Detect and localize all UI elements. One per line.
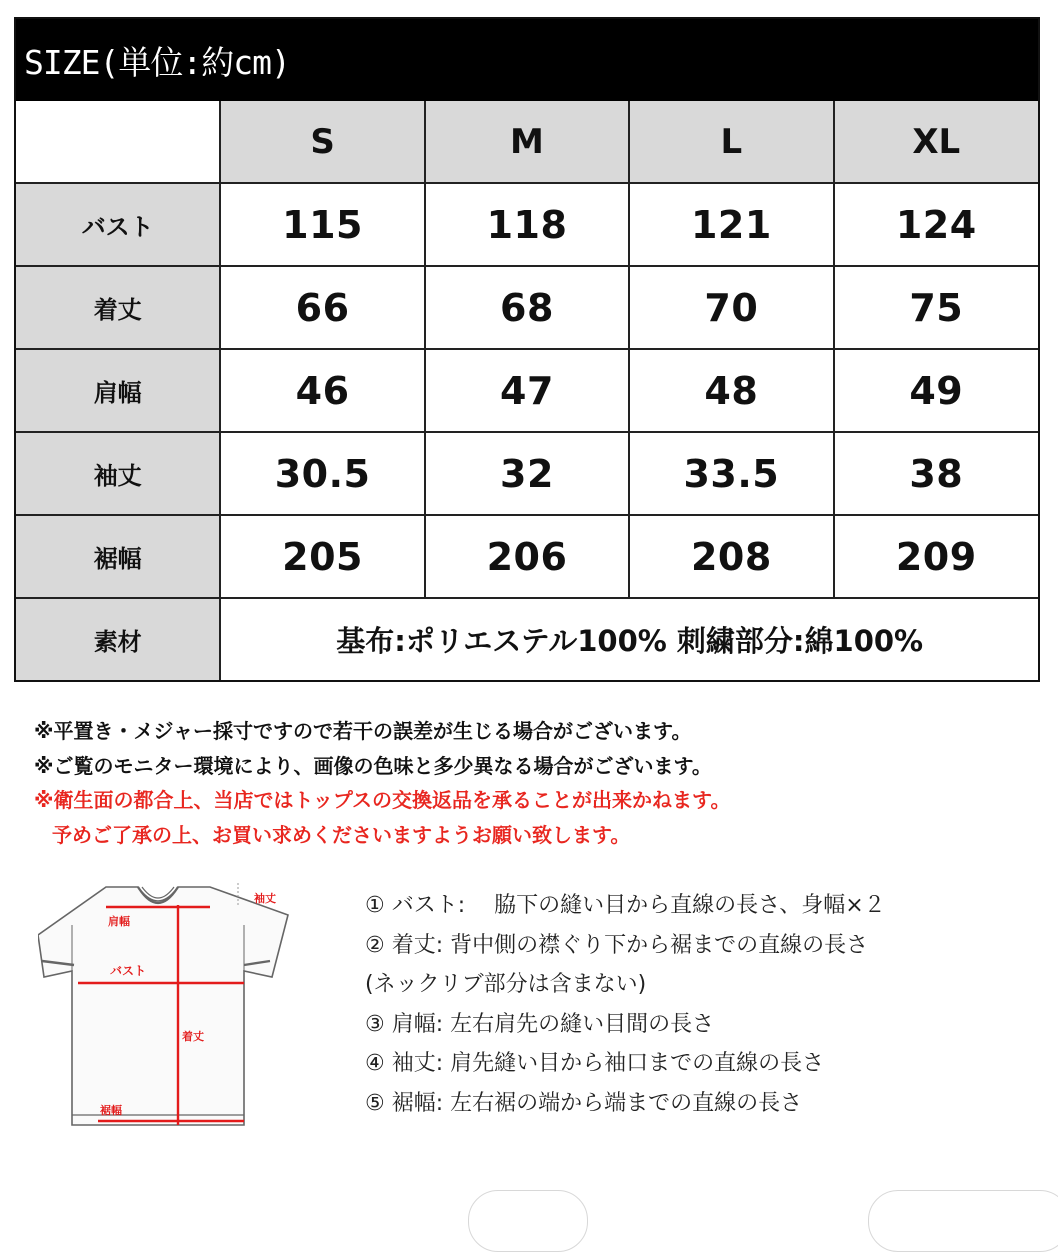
table-cell: 30.5 bbox=[220, 432, 424, 515]
size-header-row bbox=[16, 101, 1038, 183]
table-row bbox=[16, 432, 1038, 515]
legend-shoulder: ③ 肩幅: 左右肩先の縫い目間の長さ bbox=[365, 1011, 715, 1037]
table-cell: 49 bbox=[834, 349, 1038, 432]
note-measurement: ※平置き・メジャー採寸ですので若干の誤差が生じる場合がございます。 bbox=[34, 719, 692, 743]
table-cell: 208 bbox=[629, 515, 833, 598]
material-row bbox=[16, 598, 1038, 680]
bust-label: バスト bbox=[110, 964, 147, 978]
legend-length-note: (ネックリブ部分は含まない) bbox=[365, 972, 647, 997]
note-return-policy: ※衛生面の都合上、当店ではトップスの交換返品を承ることが出来かねます。 bbox=[34, 788, 731, 812]
row-label: バスト bbox=[16, 183, 220, 266]
measurement-legend bbox=[365, 886, 886, 1123]
length-label: 着丈 bbox=[182, 1030, 204, 1043]
nav-button-next[interactable] bbox=[868, 1190, 1058, 1252]
tshirt-outline-icon bbox=[38, 887, 288, 1125]
table-cell: 48 bbox=[629, 349, 833, 432]
material-label: 素材 bbox=[16, 598, 220, 680]
size-grid bbox=[16, 101, 1038, 680]
legend-hem: ⑤ 裾幅: 左右裾の端から端までの直線の長さ bbox=[365, 1090, 803, 1116]
table-cell: 75 bbox=[834, 266, 1038, 349]
corner-cell bbox=[16, 101, 220, 183]
legend-length: ② 着丈: 背中側の襟ぐり下から裾までの直線の長さ bbox=[365, 932, 869, 958]
table-cell: 33.5 bbox=[629, 432, 833, 515]
sleeve-label: 袖丈 bbox=[254, 892, 276, 905]
table-cell: 46 bbox=[220, 349, 424, 432]
table-cell: 121 bbox=[629, 183, 833, 266]
table-cell: 206 bbox=[425, 515, 629, 598]
note-acknowledge: 予めご了承の上、お買い求めくださいますようお願い致します。 bbox=[52, 822, 631, 847]
row-label: 肩幅 bbox=[16, 349, 220, 432]
table-cell: 115 bbox=[220, 183, 424, 266]
note-monitor: ※ご覧のモニター環境により、画像の色味と多少異なる場合がございます。 bbox=[34, 753, 712, 778]
size-s-header: S bbox=[220, 101, 424, 183]
nav-button-prev[interactable] bbox=[468, 1190, 588, 1252]
row-label: 裾幅 bbox=[16, 515, 220, 598]
material-value: 基布:ポリエステル100% 刺繍部分:綿100% bbox=[220, 598, 1038, 680]
legend-sleeve: ④ 袖丈: 肩先縫い目から袖口までの直線の長さ bbox=[365, 1051, 825, 1076]
table-title: SIZE(単位:約cm) bbox=[16, 19, 1038, 101]
legend-bust: ① バスト: 脇下の縫い目から直線の長さ、身幅×２ bbox=[365, 893, 886, 918]
table-row bbox=[16, 183, 1038, 266]
table-cell: 70 bbox=[629, 266, 833, 349]
table-cell: 32 bbox=[425, 432, 629, 515]
table-cell: 66 bbox=[220, 266, 424, 349]
table-cell: 118 bbox=[425, 183, 629, 266]
table-cell: 38 bbox=[834, 432, 1038, 515]
table-row bbox=[16, 515, 1038, 598]
size-l-header: L bbox=[629, 101, 833, 183]
tshirt-diagram bbox=[38, 875, 308, 1135]
table-cell: 124 bbox=[834, 183, 1038, 266]
shoulder-label: 肩幅 bbox=[108, 915, 130, 928]
size-table bbox=[14, 17, 1040, 682]
size-xl-header: XL bbox=[834, 101, 1038, 183]
table-cell: 209 bbox=[834, 515, 1038, 598]
row-label: 着丈 bbox=[16, 266, 220, 349]
table-cell: 47 bbox=[425, 349, 629, 432]
table-cell: 205 bbox=[220, 515, 424, 598]
row-label: 袖丈 bbox=[16, 432, 220, 515]
notes bbox=[34, 714, 730, 852]
size-m-header: M bbox=[425, 101, 629, 183]
hem-label: 裾幅 bbox=[100, 1104, 122, 1117]
table-row bbox=[16, 266, 1038, 349]
table-cell: 68 bbox=[425, 266, 629, 349]
table-row bbox=[16, 349, 1038, 432]
